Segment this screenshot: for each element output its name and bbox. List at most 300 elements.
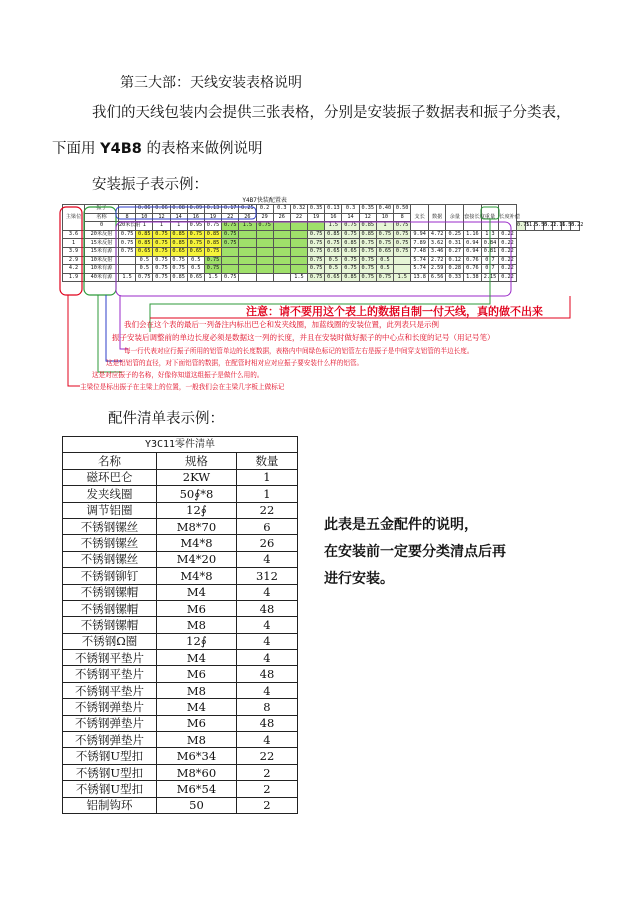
parts-explanation [324, 512, 506, 593]
row-length: 0.5 [187, 256, 204, 265]
row-name: 10米反射 [85, 256, 119, 265]
row-length: 0.75 [342, 265, 359, 274]
extra-header: 套接长度 [464, 205, 482, 231]
row-main-pos: 0 [85, 222, 119, 231]
row-length: 0.75 [187, 230, 204, 239]
row-length: 0.75 [204, 222, 221, 231]
row-name: 20米反射 [85, 230, 119, 239]
row-length: 0.75 [187, 239, 204, 248]
tube-size: 29 [256, 213, 273, 222]
row-length: 0.95 [187, 222, 204, 231]
row-extra: 7.48 [411, 247, 429, 256]
header-main-pos: 主梁位 [63, 205, 85, 231]
row-length: 0.75 [153, 230, 170, 239]
tube-size: 14 [342, 213, 359, 222]
extra-header: 余量 [446, 205, 464, 231]
row-length: 0.65 [376, 247, 393, 256]
model-name: Y4B8 [100, 141, 142, 157]
row-main-pos: 2.9 [63, 256, 85, 265]
part-name: 调节铝圈 [63, 502, 157, 518]
row-main-pos: 4.2 [63, 265, 85, 274]
tube-size: 22 [222, 213, 239, 222]
part-spec: 50 [157, 797, 237, 813]
row-length: 0.65 [187, 247, 204, 256]
part-spec: M4 [157, 650, 237, 666]
tube-diameter: 0.09 [187, 205, 204, 214]
note-name: 这是对应振子的名称，好像你知道这组振子是做什么用的。 [92, 371, 264, 379]
row-extra: 2.72 [428, 256, 446, 265]
row-extra: 0.27 [446, 247, 464, 256]
row-extra: 0.94 [464, 247, 482, 256]
row-length: 1 [136, 222, 153, 231]
part-spec: 2KW [157, 469, 237, 485]
row-extra: 0.25 [446, 230, 464, 239]
part-spec: M4*20 [157, 551, 237, 567]
tube-size: 19 [204, 213, 221, 222]
part-name: 不锈钢镙帽 [63, 617, 157, 633]
row-length: 1 [170, 222, 187, 231]
part-qty: 4 [236, 732, 297, 748]
data-col-circle [481, 207, 499, 219]
row-length: 1.5 [239, 222, 256, 231]
parts-row [63, 682, 298, 698]
part-spec: M4*8 [157, 535, 237, 551]
parts-title: Y3C11零件清单 [63, 437, 298, 453]
part-qty: 22 [236, 748, 297, 764]
tube-size: 12 [153, 213, 170, 222]
parts-row [63, 518, 298, 534]
part-name: 不锈钢镙丝 [63, 518, 157, 534]
row-length: 0.75 [204, 256, 221, 265]
row-extra: 3.46 [428, 247, 446, 256]
row-length: 0.75 [170, 256, 187, 265]
part-spec: M8*60 [157, 764, 237, 780]
row-length: 0.85 [204, 239, 221, 248]
tube-size: 22 [290, 213, 307, 222]
row-extra: 0.76 [464, 256, 482, 265]
row-extra: 0.22 [570, 222, 584, 229]
part-name: 不锈钢U型扣 [63, 764, 157, 780]
row-extra: 11.5 [525, 222, 539, 229]
row-length: 0.85 [170, 230, 187, 239]
part-name: 不锈钢平垫片 [63, 682, 157, 698]
parts-header: 名称 [63, 453, 157, 469]
part-spec: M6 [157, 715, 237, 731]
part-qty: 8 [236, 699, 297, 715]
extra-header: 支长 [411, 205, 429, 231]
tube-size: 16 [187, 213, 204, 222]
part-qty: 2 [236, 797, 297, 813]
tube-size: 19 [308, 213, 325, 222]
part-qty: 48 [236, 666, 297, 682]
parts-row [63, 781, 298, 797]
row-length: 0.75 [153, 256, 170, 265]
row-length: 0.75 [222, 230, 239, 239]
part-name: 不锈钢U型扣 [63, 748, 157, 764]
row-length: 0.75 [204, 265, 221, 274]
part-spec: M6*34 [157, 748, 237, 764]
part-name: 不锈钢弹垫片 [63, 699, 157, 715]
part-name: 不锈钢Ω圈 [63, 633, 157, 649]
name-circle [84, 207, 116, 295]
row-length: 0.65 [325, 247, 342, 256]
row-extra: 0.12 [446, 256, 464, 265]
para2-pre: 下面用 [52, 141, 101, 157]
row-length: 0.75 [308, 256, 325, 265]
row-extra: 3.62 [428, 239, 446, 248]
part-spec: M8 [157, 732, 237, 748]
parts-row [63, 469, 298, 485]
row-length: 1.5 [204, 273, 221, 282]
parts-row [63, 797, 298, 813]
row-extra: 1.55 [561, 222, 575, 229]
row-extra: 9.94 [411, 230, 429, 239]
part-qty: 26 [236, 535, 297, 551]
part-qty: 4 [236, 633, 297, 649]
row-length: 0.65 [325, 273, 342, 282]
intro-paragraph-line2 [52, 137, 262, 158]
row-main-pos: 1 [63, 239, 85, 248]
parts-row [63, 568, 298, 584]
part-qty: 2 [236, 764, 297, 780]
row-name: 15米反射 [85, 239, 119, 248]
row-extra: 0.22 [499, 230, 517, 239]
tube-diameter: 0.06 [136, 205, 153, 214]
part-qty: 6 [236, 518, 297, 534]
row-length: 0.75 [376, 273, 393, 282]
tube-size: 26 [273, 213, 290, 222]
tube-diameter: 0.3 [273, 205, 290, 214]
parts-title-row [63, 437, 298, 453]
row-extra: 0.28 [446, 265, 464, 274]
parts-row [63, 650, 298, 666]
row-extra: 0.81 [481, 247, 499, 256]
parts-row [63, 600, 298, 616]
part-name: 不锈钢镙帽 [63, 600, 157, 616]
config-section-title: 安装振子表示例： [92, 177, 208, 193]
row-extra: 1.38 [464, 273, 482, 282]
part-name: 铝制钩环 [63, 797, 157, 813]
row-name: 20米长射 [119, 222, 141, 229]
row-length: 0.75 [119, 239, 136, 248]
row-length: 0.85 [359, 230, 376, 239]
row-length: 0.75 [394, 247, 411, 256]
part-spec: M4*8 [157, 568, 237, 584]
row-extra: 0.31 [446, 239, 464, 248]
tube-size: 26 [239, 213, 256, 222]
row-length: 0.75 [359, 265, 376, 274]
row-length: 1 [376, 222, 393, 231]
part-name: 不锈钢镙丝 [63, 535, 157, 551]
row-extra: 0.22 [499, 265, 517, 274]
row-main-pos: 3.9 [63, 247, 85, 256]
row-length: 0.85 [170, 273, 187, 282]
row-extra: 0.7 [481, 265, 499, 274]
row-length: 0.75 [359, 247, 376, 256]
row-length: 0.75 [256, 222, 273, 231]
part-qty: 4 [236, 682, 297, 698]
row-length: 0.75 [308, 247, 325, 256]
part-name: 发夹线圈 [63, 486, 157, 502]
config-title: Y4B7快装配置表 [242, 197, 287, 204]
row-length: 0.75 [222, 273, 239, 282]
tube-diameter: 0.06 [153, 205, 170, 214]
row-length: 0.75 [394, 222, 411, 231]
row-length: 1.5 [394, 273, 411, 282]
row-length: 0.75 [359, 239, 376, 248]
row-length: 0.65 [170, 247, 187, 256]
parts-row [63, 633, 298, 649]
note-main-pos: 主梁位是标出振子在主梁上的位置，一般我们会在主梁几字板上做标记 [80, 383, 285, 391]
row-length: 0.85 [342, 273, 359, 282]
parts-section-title: 配件清单表示例： [108, 411, 224, 427]
note-remark: 我们会在这个表的最后一列备注内标出巴仑和发夹线圈，加蓝线圈的安装位置，此列表只是示例 [124, 320, 439, 329]
row-length: 0.5 [376, 265, 393, 274]
section-heading: 第三大部：天线安装表格说明 [120, 75, 302, 91]
parts-row [63, 666, 298, 682]
row-extra: 7.89 [411, 239, 429, 248]
part-qty: 1 [236, 469, 297, 485]
row-extra: 2.59 [428, 265, 446, 274]
row-length: 0.5 [136, 256, 153, 265]
extra-header: 数据 [428, 205, 446, 231]
main-pos-circle [60, 207, 82, 295]
parts-row [63, 764, 298, 780]
side-note-line: 在安装前一定要分类清点后再 [324, 544, 506, 560]
note-row-data: 每一行代表对应行振子所用的铝管单边的长度数据，表格内中间绿色标记的铝管左右是振子是中间穿支铝管的半边长度。 [124, 347, 474, 355]
part-qty: 312 [236, 568, 297, 584]
part-qty: 4 [236, 617, 297, 633]
tube-size: 8 [119, 213, 136, 222]
part-spec: M4 [157, 584, 237, 600]
row-length: 0.75 [222, 222, 239, 231]
row-extra: 1.16 [552, 222, 566, 229]
row-extra: 4.72 [428, 230, 446, 239]
row-length: 0.75 [342, 222, 359, 231]
header-elem: 振子 [85, 205, 119, 214]
tube-size: 8 [394, 213, 411, 222]
row-length: 0.75 [376, 239, 393, 248]
row-length: 0.75 [153, 273, 170, 282]
row-length: 1.5 [325, 222, 342, 231]
row-name: 10米有源 [85, 265, 119, 274]
part-qty: 4 [236, 551, 297, 567]
tube-diameter: 0.17 [222, 205, 239, 214]
row-main-pos: 3.6 [63, 230, 85, 239]
line-main [68, 295, 80, 386]
row-length: 0.65 [342, 247, 359, 256]
row-length: 0.75 [119, 247, 136, 256]
diameter-circle [116, 207, 256, 219]
row-length: 0.85 [136, 239, 153, 248]
row-extra: 0.84 [481, 239, 499, 248]
row-length: 0.75 [119, 230, 136, 239]
part-qty: 4 [236, 650, 297, 666]
row-name: 15米有源 [85, 247, 119, 256]
row-length: 0.85 [342, 239, 359, 248]
part-spec: M6*54 [157, 781, 237, 797]
row-extra: 0.33 [446, 273, 464, 282]
row-length: 0.85 [359, 222, 376, 231]
row-extra: 2.15 [481, 273, 499, 282]
parts-header: 规格 [157, 453, 237, 469]
part-qty: 48 [236, 600, 297, 616]
row-extra: 1.3 [481, 230, 499, 239]
part-name: 不锈钢弹垫片 [63, 715, 157, 731]
row-extra: 5.55 [534, 222, 548, 229]
row-length: 1.5 [290, 273, 307, 282]
note-length: 振子安装后调整前的单边长度必须是数据这一列的长度，并且在安装时做好振子的中心点和长度的记号（用记号笔） [112, 333, 495, 342]
row-length: 0.5 [325, 265, 342, 274]
parts-header: 数量 [236, 453, 297, 469]
row-length: 0.5 [376, 256, 393, 265]
part-name: 不锈钢平垫片 [63, 666, 157, 682]
row-length: 1.5 [119, 273, 136, 282]
data-circle [116, 222, 511, 296]
tube-diameter: 0.13 [325, 205, 342, 214]
parts-row [63, 502, 298, 518]
row-length: 0.75 [308, 265, 325, 274]
part-name: 不锈钢镙丝 [63, 551, 157, 567]
row-length: 0.75 [153, 265, 170, 274]
row-extra: 0.94 [464, 239, 482, 248]
part-name: 不锈钢镙帽 [63, 584, 157, 600]
tube-diameter: 0.3 [342, 205, 359, 214]
tube-diameter: 0.13 [204, 205, 221, 214]
parts-row [63, 617, 298, 633]
row-extra: 0.7 [481, 256, 499, 265]
tube-diameter: 0.08 [170, 205, 187, 214]
part-spec: 12∮ [157, 633, 237, 649]
parts-row [63, 715, 298, 731]
row-extra: 6.56 [428, 273, 446, 282]
part-name: 磁环巴仑 [63, 469, 157, 485]
row-length: 0.75 [153, 247, 170, 256]
row-length: 0.85 [136, 230, 153, 239]
parts-row [63, 748, 298, 764]
row-length: 0.5 [187, 265, 204, 274]
tube-diameter: 0.35 [359, 205, 376, 214]
row-length: 0.75 [136, 273, 153, 282]
side-note-line: 此表是五金配件的说明， [324, 517, 478, 533]
tube-diameter: 0.50 [394, 205, 411, 214]
part-qty: 1 [236, 486, 297, 502]
part-qty: 4 [236, 584, 297, 600]
para2-post: 的表格来做例说明 [141, 141, 263, 157]
tube-size: 12 [359, 213, 376, 222]
parts-row [63, 535, 298, 551]
part-name: 不锈钢U型扣 [63, 781, 157, 797]
side-note-line: 进行安装。 [324, 571, 394, 587]
tube-size: 10 [376, 213, 393, 222]
tube-diameter: 0.32 [290, 205, 307, 214]
row-length: 0.75 [342, 230, 359, 239]
row-extra: 13.8 [411, 273, 429, 282]
parts-row [63, 584, 298, 600]
part-spec: 12∮ [157, 502, 237, 518]
row-length: 0.85 [204, 230, 221, 239]
part-qty: 2 [236, 781, 297, 797]
row-length: 0.75 [376, 230, 393, 239]
extra-header: 重量 [481, 205, 499, 231]
part-name: 不锈钢平垫片 [63, 650, 157, 666]
row-extra: 5.74 [411, 256, 429, 265]
row-length: 0.75 [394, 230, 411, 239]
row-length: 0.75 [308, 273, 325, 282]
parts-row [63, 551, 298, 567]
part-name: 不锈钢弹垫片 [63, 732, 157, 748]
row-length: 0.75 [170, 265, 187, 274]
parts-row [63, 699, 298, 715]
row-length: 1 [153, 222, 170, 231]
intro-paragraph-line1: 我们的天线包装内会提供三张表格，分别是安装振子数据表和振子分类表， [92, 105, 571, 121]
row-length: 0.85 [170, 239, 187, 248]
tube-size: 10 [136, 213, 153, 222]
row-main-pos: 1.9 [63, 273, 85, 282]
row-extra: 1.16 [464, 230, 482, 239]
row-length: 0.75 [359, 273, 376, 282]
part-spec: M8*70 [157, 518, 237, 534]
parts-row [63, 486, 298, 502]
tube-diameter: 0.25 [239, 205, 256, 214]
row-length: 0.75 [342, 256, 359, 265]
row-length: 0.75 [308, 239, 325, 248]
row-length: 0.75 [222, 239, 239, 248]
parts-list-table [62, 436, 298, 814]
part-spec: M8 [157, 617, 237, 633]
part-qty: 22 [236, 502, 297, 518]
tube-diameter: 0.2 [256, 205, 273, 214]
row-extra: 0.22 [499, 256, 517, 265]
row-length: 0.65 [136, 247, 153, 256]
row-extra: 0.76 [464, 265, 482, 274]
row-length: 0.75 [308, 230, 325, 239]
header-name: 名称 [85, 213, 119, 222]
row-length: 0.75 [394, 239, 411, 248]
part-spec: M6 [157, 600, 237, 616]
part-spec: M6 [157, 666, 237, 682]
tube-size: 14 [170, 213, 187, 222]
tube-diameter: 0.40 [376, 205, 393, 214]
row-extra: 5.74 [411, 265, 429, 274]
row-length: 0.5 [325, 256, 342, 265]
part-spec: 50∮*8 [157, 486, 237, 502]
part-spec: M8 [157, 682, 237, 698]
row-length: 0.75 [359, 256, 376, 265]
row-length: 0.65 [187, 273, 204, 282]
row-length: 0.85 [325, 230, 342, 239]
row-length: 0.75 [204, 247, 221, 256]
row-name: 40米有源 [85, 273, 119, 282]
row-extra: 0.22 [499, 247, 517, 256]
row-length: 0.75 [153, 239, 170, 248]
row-extra: 0.22 [543, 222, 557, 229]
parts-row [63, 732, 298, 748]
part-spec: M4 [157, 699, 237, 715]
row-length: 0.75 [325, 239, 342, 248]
part-qty: 48 [236, 715, 297, 731]
row-extra: 0.22 [499, 239, 517, 248]
extra-header: 长度补偿 [499, 205, 517, 231]
row-length: 0.5 [136, 265, 153, 274]
row-length: 0.75 [516, 222, 530, 229]
tube-size: 16 [325, 213, 342, 222]
tube-diameter: 0.35 [308, 205, 325, 214]
warning-note: 注意：请不要用这个表上的数据自制一付天线，真的做不出来 [246, 305, 543, 318]
row-extra: 0.22 [499, 273, 517, 282]
parts-header-row [63, 453, 298, 469]
note-diameter: 这是铝铝管的直径，对下面铝管的数据，在配管时相对应对应振子要安装什么样的铝管。 [106, 359, 364, 367]
